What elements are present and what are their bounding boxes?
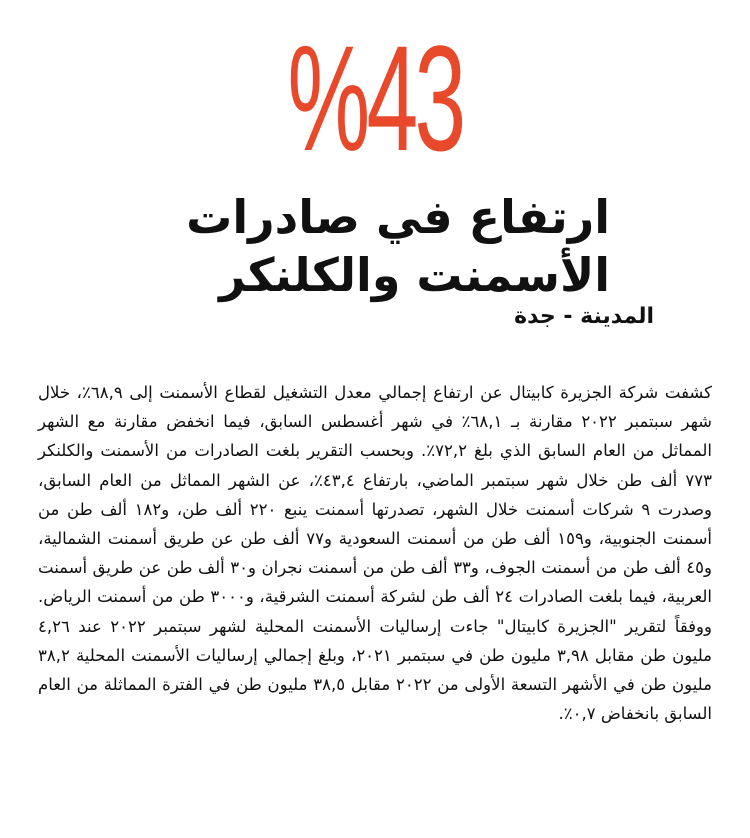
article-dateline: المدينة - جدة (514, 304, 654, 329)
headline-percentage: %43 (287, 14, 463, 182)
article-body: كشفت شركة الجزيرة كابيتال عن ارتفاع إجمالي معدل التشغيل لقطاع الأسمنت إلى ٦٨,٩٪، خلال شهر سبتمبر ٢٠٢٢ مقارنة بـ ٦٨,١٪ في شهر أغسطس السابق، فيما انخفض مقارنة مع الشهر المماثل من العام السابق الذي بلغ ٧٢,٢٪. وبحسب التقرير بلغت الصادرات من الأسمنت والكلنكر ٧٧٣ ألف طن خلال شهر سبتمبر الماضي، بارتفاع ٤٣,٤٪، عن الشهر المماثل من العام السابق، وصدرت ٩ شركات أسمنت خلال الشهر، تصدرتها أسمنت ينبع ٢٢٠ ألف طن، و١٨٢ ألف طن من أسمنت الجنوبية، و١٥٩ ألف طن من أسمنت السعودية و٧٧ ألف طن عن طريق أسمنت الشمالية، و٤٥ ألف طن من أسمنت الجوف، و٣٣ ألف طن من أسمنت نجران و٣٠ ألف طن عن طريق أسمنت العربية، فيما بلغت الصادرات ٢٤ ألف طن لشركة أسمنت الشرقية، و٣٠٠٠ طن من أسمنت الرياض. ووفقاً لتقرير "الجزيرة كابيتال" جاءت إرساليات الأسمنت المحلية لشهر سبتمبر ٢٠٢٢ عند ٤,٢٦ مليون طن مقابل ٣,٩٨ مليون طن في سبتمبر ٢٠٢١، وبلغ إجمالي إرساليات الأسمنت المحلية ٣٨,٢ مليون طن في الأشهر التسعة الأولى من ٢٠٢٢ مقابل ٣٨,٥ مليون طن في الفترة المماثلة من العام السابق بانخفاض ٠,٧٪. (38, 383, 712, 724)
article-headline: ارتفاع في صادرات الأسمنت والكلنكر (186, 190, 610, 302)
